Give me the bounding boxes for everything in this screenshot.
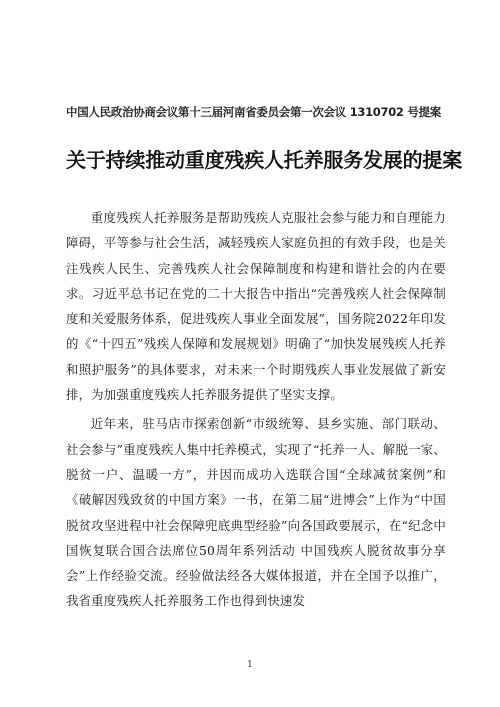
document-body bbox=[66, 205, 446, 618]
paragraph-1: 重度残疾人托养服务是帮助残疾人克服社会参与能力和自理能力障碍，平等参与社会生活，减轻残疾人家庭负担的有效手段，也是关注残疾人民生、完善残疾人社会保障制度和构建和谐社会的内在要求。习近平总书记在党的二十大报告中指出“完善残疾人社会保障制度和关爱服务体系，促进残疾人事业全面发展”，国务院2022年印发的《“十四五”残疾人保障和发展规划》明确了“加快发展残疾人托养和照护服务”的具体要求，对未来一个时期残疾人事业发展做了新安排，为加强重度残疾人托养服务提供了坚实支撑。 bbox=[66, 210, 446, 403]
page-number: 1 bbox=[247, 660, 253, 670]
document-title: 关于持续推动重度残疾人托养服务发展的提案 bbox=[66, 148, 462, 172]
paragraph-2: 近年来，驻马店市探索创新“市级统筹、县乡实施、部门联动、社会参与”重度残疾人集中托养模式，实现了“托养一人、解脱一家、脱贫一户、温暖一方”，并因而成功入选联合国“全球减贫案例”和《破解因残致贫的中国方案》一书，在第二届“进博会”上作为“中国脱贫攻坚进程中社会保障兜底典型经验”向各国政要展示，在“纪念中国恢复联合国合法席位50周年系列活动 中国残疾人脱贫故事分享会”上作经验交流。经验做法经各大媒体报道，并在全国予以推广，我省重度残疾人托养服务工作也得到快速发 bbox=[66, 416, 446, 609]
proposal-header: 中国人民政治协商会议第十三届河南省委员会第一次会议 1310702 号提案 bbox=[66, 105, 441, 119]
